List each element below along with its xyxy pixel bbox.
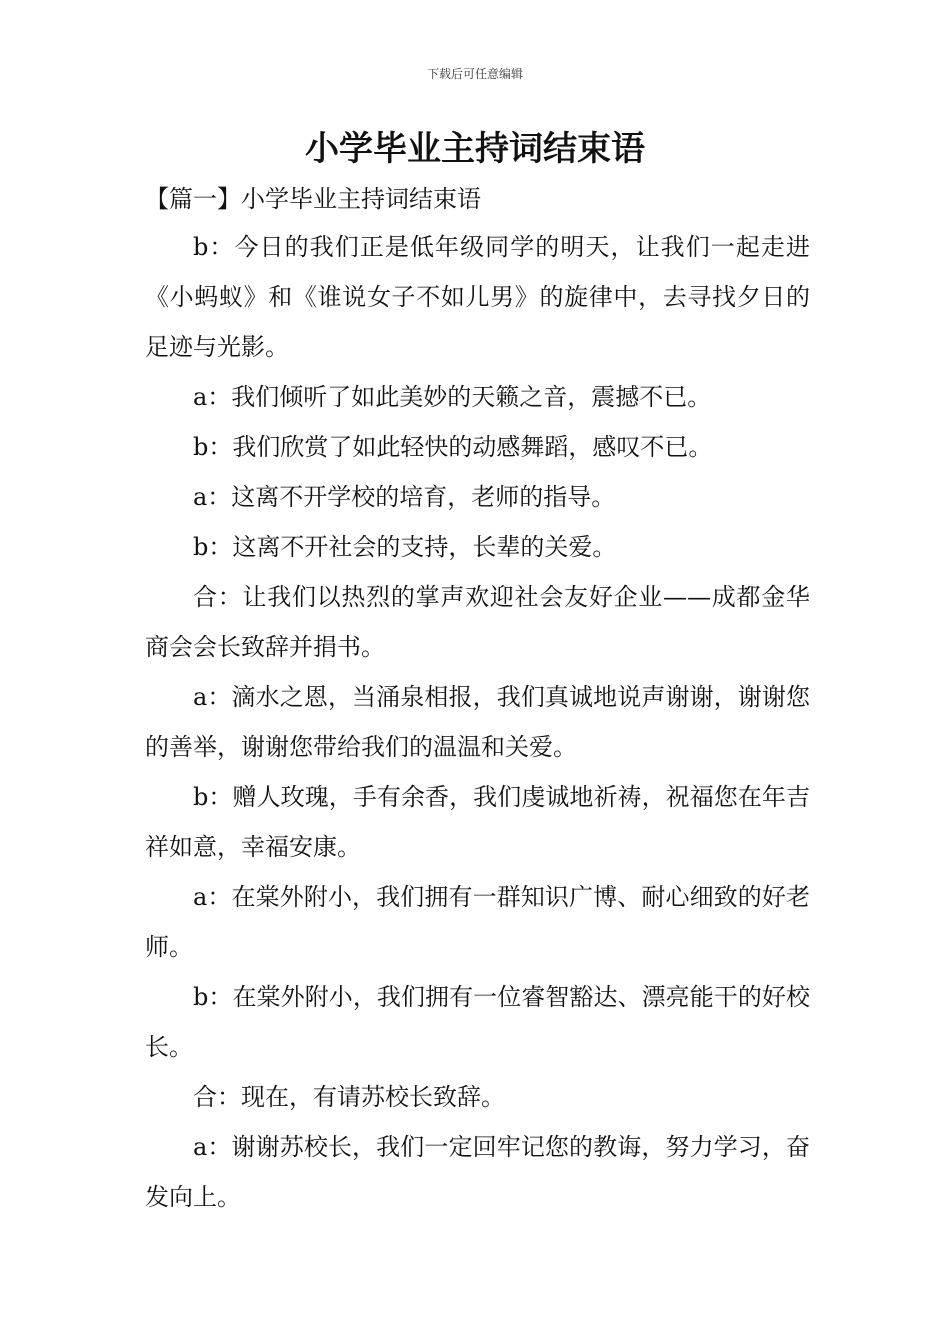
paragraph: 合：让我们以热烈的掌声欢迎社会友好企业——成都金华商会会长致辞并捐书。 <box>145 583 810 661</box>
paragraph: b：赠人玫瑰，手有余香，我们虔诚地祈祷，祝福您在年吉祥如意，幸福安康。 <box>145 783 810 861</box>
paragraph: 合：现在，有请苏校长致辞。 <box>193 1083 505 1111</box>
document-title: 小学毕业主持词结束语 <box>305 129 645 169</box>
document-body <box>145 176 810 1222</box>
paragraph: b：今日的我们正是低年级同学的明天，让我们一起走进《小蚂蚁》和《谁说女子不如儿男》的旋律中，去寻找夕日的足迹与光影。 <box>145 233 810 361</box>
section-heading: 【篇一】小学毕业主持词结束语 <box>145 185 481 213</box>
paragraph: a：谢谢苏校长，我们一定回牢记您的教诲，努力学习，奋发向上。 <box>145 1133 810 1211</box>
header-note: 下载后可任意编辑 <box>426 67 523 81</box>
paragraph: b：我们欣赏了如此轻快的动感舞蹈，感叹不已。 <box>193 433 713 461</box>
paragraph: b：在棠外附小，我们拥有一位睿智豁达、漂亮能干的好校长。 <box>145 983 810 1061</box>
paragraph: a：在棠外附小，我们拥有一群知识广博、耐心细致的好老师。 <box>145 883 810 961</box>
paragraph: b：这离不开社会的支持，长辈的关爱。 <box>193 533 617 561</box>
paragraph: a：我们倾听了如此美妙的天籁之音，震撼不已。 <box>193 383 712 411</box>
paragraph: a：这离不开学校的培育，老师的指导。 <box>193 483 616 511</box>
paragraph: a：滴水之恩，当涌泉相报，我们真诚地说声谢谢，谢谢您的善举，谢谢您带给我们的温温和关爱。 <box>145 683 810 761</box>
